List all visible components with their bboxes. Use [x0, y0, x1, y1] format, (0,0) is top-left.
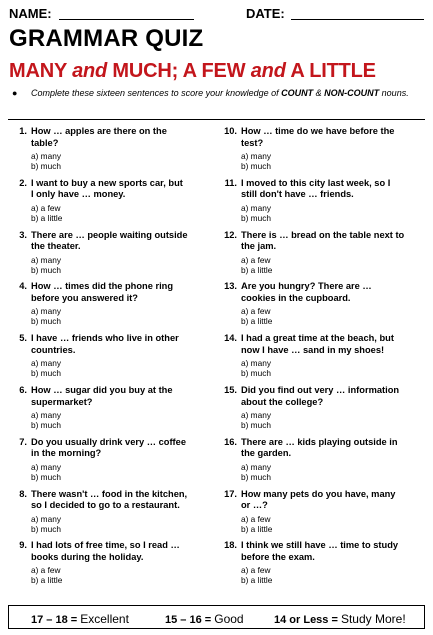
option-b[interactable]: b) much [241, 161, 271, 171]
question-text: How many pets do you have, many or …? [241, 488, 396, 511]
option-b[interactable]: b) much [241, 420, 271, 430]
option-a[interactable]: a) many [31, 513, 61, 524]
question-number: 4. [19, 281, 27, 292]
option-a[interactable]: a) many [31, 254, 61, 265]
option-a[interactable]: a) a few [31, 565, 61, 576]
question-number: 10. [224, 126, 237, 136]
date-line[interactable] [291, 19, 424, 20]
option-b[interactable]: b) much [31, 523, 61, 534]
option-b[interactable]: b) much [31, 471, 61, 482]
option-a[interactable]: a) many [31, 461, 61, 472]
option-b[interactable]: b) much [31, 161, 61, 171]
score-study-more: 14 or Less = Study More! [274, 612, 406, 626]
question-text: Did you find out very … information about the college? [241, 385, 400, 407]
option-b[interactable]: b) much [31, 264, 61, 275]
option-a[interactable]: a) a few [241, 565, 271, 576]
option-b[interactable]: b) a little [31, 212, 63, 223]
date-label: DATE: [246, 6, 285, 21]
option-b[interactable]: b) a little [31, 575, 63, 586]
question-number: 18. [224, 540, 237, 551]
question-text: How … sugar did you buy at the supermarket? [31, 385, 173, 407]
question-text: There are … people waiting outside the theater. [31, 229, 188, 252]
score-excellent: 17 – 18 = Excellent [31, 612, 129, 626]
option-a[interactable]: a) many [241, 461, 271, 472]
question-number: 5. [19, 333, 27, 344]
option-b[interactable]: b) much [31, 368, 61, 379]
question-text: How … time do we have before the test? [241, 126, 395, 148]
question-number: 7. [19, 436, 27, 447]
option-a[interactable]: a) a few [31, 202, 61, 213]
question-number: 15. [224, 385, 237, 395]
question-number: 1. [19, 126, 27, 136]
option-b[interactable]: b) a little [241, 316, 273, 327]
option-b[interactable]: b) much [241, 368, 271, 379]
quiz-subtitle: MANY and MUCH; A FEW and A LITTLE [9, 60, 376, 82]
bullet-icon: ● [12, 88, 18, 98]
option-a[interactable]: a) many [241, 151, 271, 161]
question-text: I want to buy a new sports car, but I only have … money. [31, 177, 183, 200]
question-text: I moved to this city last week, so I still don't have … friends. [241, 177, 391, 200]
question-text: Do you usually drink very … coffee in the morning? [31, 436, 186, 459]
instructions-text: Complete these sixteen sentences to score your knowledge of COUNT & NON-COUNT nouns. [31, 88, 409, 98]
option-a[interactable]: a) a few [241, 254, 271, 265]
question-number: 12. [224, 229, 237, 240]
score-legend [8, 605, 425, 629]
question-number: 11. [224, 177, 237, 188]
option-b[interactable]: b) much [241, 212, 271, 223]
option-a[interactable]: a) many [31, 151, 61, 161]
option-b[interactable]: b) a little [241, 264, 273, 275]
name-label: NAME: [9, 6, 52, 21]
question-number: 2. [19, 177, 27, 188]
question-number: 17. [224, 488, 237, 499]
option-a[interactable]: a) a few [241, 513, 271, 524]
header-fields [9, 6, 425, 24]
score-good: 15 – 16 = Good [165, 612, 244, 626]
divider [8, 119, 425, 120]
question-text: I had lots of free time, so I read … books during the holiday. [31, 540, 180, 562]
page-title: GRAMMAR QUIZ [9, 25, 204, 52]
option-b[interactable]: b) much [31, 420, 61, 430]
question-number: 8. [19, 488, 27, 499]
question-text: There are … kids playing outside in the garden. [241, 436, 398, 459]
option-b[interactable]: b) much [31, 316, 61, 327]
question-text: I think we still have … time to study before the exam. [241, 540, 399, 562]
question-number: 6. [19, 385, 27, 395]
question-text: How … apples are there on the table? [31, 126, 167, 148]
question-number: 14. [224, 333, 237, 344]
question-text: There is … bread on the table next to the jam. [241, 229, 405, 252]
question-number: 3. [19, 229, 27, 240]
option-a[interactable]: a) a few [241, 306, 271, 317]
option-a[interactable]: a) many [241, 410, 271, 420]
question-text: There wasn't … food in the kitchen, so I decided to go to a restaurant. [31, 488, 188, 511]
question-text: I had a great time at the beach, but now I have … sand in my shoes! [241, 333, 394, 355]
option-b[interactable]: b) much [241, 471, 271, 482]
option-a[interactable]: a) many [31, 306, 61, 317]
option-b[interactable]: b) a little [241, 523, 273, 534]
option-a[interactable]: a) many [241, 358, 271, 369]
option-a[interactable]: a) many [241, 202, 271, 213]
question-text: How … times did the phone ring before you answered it? [31, 281, 174, 303]
question-text: I have … friends who live in other countries. [31, 333, 179, 355]
name-line[interactable] [59, 19, 194, 20]
question-number: 13. [224, 281, 237, 292]
question-text: Are you hungry? There are … cookies in the cupboard. [241, 281, 372, 303]
option-a[interactable]: a) many [31, 410, 61, 420]
option-b[interactable]: b) a little [241, 575, 273, 586]
option-a[interactable]: a) many [31, 358, 61, 369]
question-number: 9. [19, 540, 27, 551]
question-number: 16. [224, 436, 237, 447]
